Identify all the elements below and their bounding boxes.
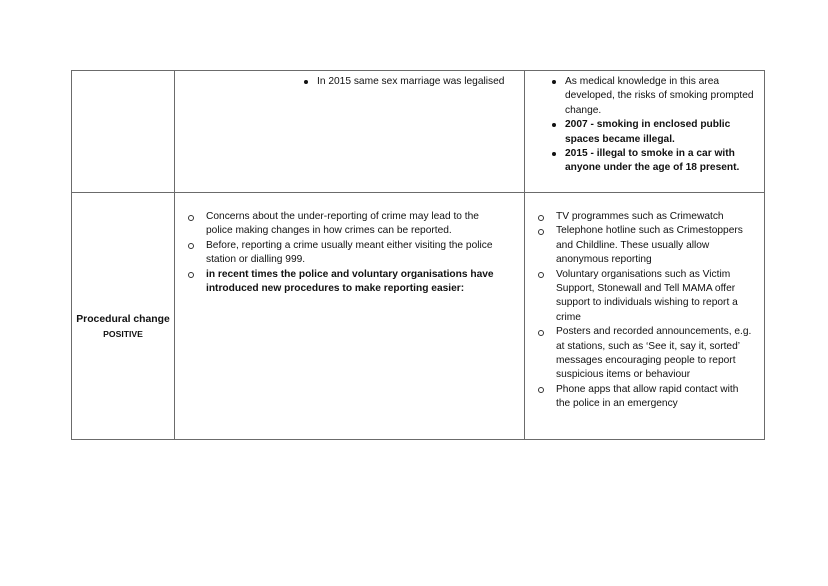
list-item (183, 268, 504, 297)
row1-label-cell (72, 71, 175, 193)
bold-text: in recent times the police and voluntary organisations have introduced new procedures to make reporting easier: (206, 268, 494, 295)
bold-text: 2007 - smoking in enclosed public spaces became illegal. (565, 119, 731, 145)
table-row (72, 71, 765, 193)
row1-middle-list (175, 75, 524, 89)
list-item (525, 118, 764, 147)
list-item: Before, reporting a crime usually meant either visiting the police station or dialling 999. (183, 239, 504, 268)
list-item: As medical knowledge in this area developed, the risks of smoking prompted change. (525, 75, 764, 118)
row2-label-cell (72, 193, 175, 440)
list-item: Phone apps that allow rapid contact with the police in an emergency (533, 383, 754, 412)
row-label-title: Procedural change (76, 314, 170, 326)
list-item (525, 147, 764, 176)
list-item: TV programmes such as Crimewatch (533, 210, 754, 224)
bold-text: 2015 - illegal to smoke in a car with anyone under the age of 18 present. (565, 148, 740, 174)
content-table (71, 70, 765, 440)
row1-middle-cell (175, 71, 525, 193)
row-label-subtitle: POSITIVE (103, 328, 143, 339)
list-item: Posters and recorded announcements, e.g. at stations, such as ‘See it, say it, sorted’ messages encouraging people to report suspicious items or behaviour (533, 325, 754, 383)
list-item: Telephone hotline such as Crimestoppers and Childline. These usually allow anonymous reporting (533, 224, 754, 267)
row1-right-list (525, 75, 764, 176)
row2-right-cell (525, 193, 765, 440)
table-row (72, 193, 765, 440)
list-item: Voluntary organisations such as Victim Support, Stonewall and Tell MAMA offer support to individuals wishing to report a crime (533, 268, 754, 326)
list-item: In 2015 same sex marriage was legalised (175, 75, 524, 89)
row2-middle-list (183, 210, 504, 296)
row2-right-list (533, 210, 754, 412)
list-item: Concerns about the under-reporting of crime may lead to the police making changes in how crimes can be reported. (183, 210, 504, 239)
row2-middle-cell (175, 193, 525, 440)
row1-right-cell (525, 71, 765, 193)
